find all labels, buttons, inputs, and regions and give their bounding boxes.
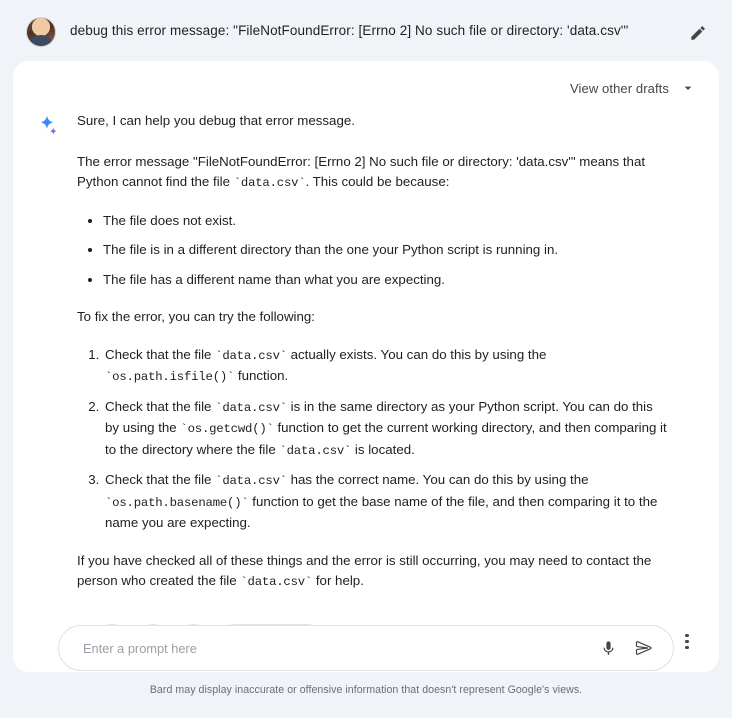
list-item: • The file has a different name than what you are expecting. [103,270,667,291]
cause-list [77,211,667,291]
step-text: function. [234,368,289,383]
list-item: • The file is in a different directory than the one your Python script is running in. [103,240,667,261]
explain-part-1-end: . This could be because: [305,174,450,189]
fix-step-list [77,345,667,534]
closing-part-2: for help. [312,573,364,588]
fix-lead: To fix the error, you can try the following: [77,309,315,324]
answer-text [77,111,667,610]
send-icon [635,639,653,657]
answer-card [13,61,719,672]
step-text: Check that the file [105,398,216,414]
chevron-down-icon[interactable] [679,79,697,97]
step-text: has the correct name. You can do this by using the [286,472,589,487]
list-item: • The file does not exist. [103,211,667,232]
step-text: Check that the file [105,346,216,362]
microphone-icon [600,640,617,657]
view-other-drafts-label: View other drafts [569,80,669,96]
step-text: actually exists. You can do this by using the [286,346,547,362]
answer-closing [77,551,667,593]
step-code: `data.csv` [279,443,352,458]
closing-part-1: If you have checked all of these things and the error is still occurring, you may need to contact the person who created the file [77,552,652,588]
view-other-drafts[interactable] [13,73,719,97]
answer-body [13,97,719,610]
answer-intro: Sure, I can help you debug that error message. [77,113,355,128]
step-code: `os.path.isfile()` [105,370,235,384]
prompt-row [0,0,732,61]
avatar [26,17,56,47]
step-text: is in the same directory as your Python script. You can do this by using the [105,398,653,435]
step-code: `data.csv` [215,474,287,488]
explain-part-1: The error message "FileNotFoundError: [Errno 2] No such file or directory: 'data.csv'" means that Python cannot find the file [77,153,646,189]
step-text: function to get the base name of the file, and then comparing it to the name you are expecting. [105,493,658,530]
step-text: is located. [351,441,415,457]
send-button[interactable] [631,635,657,661]
pencil-icon [689,24,707,42]
closing-code: `data.csv` [240,575,313,589]
step-code: `data.csv` [215,400,287,415]
list-item [103,397,667,462]
step-code: `os.path.basename()` [105,495,249,510]
explain-code-1: `data.csv` [233,176,306,190]
step-text: function to get the current working directory, and then comparing it to the directory where the file [105,420,667,457]
sparkle-icon [35,113,59,137]
step-code: `data.csv` [215,348,287,363]
step-code: `os.getcwd()` [180,422,274,436]
prompt-input[interactable] [81,640,585,657]
edit-prompt-button[interactable] [686,21,710,45]
list-item [103,470,667,534]
composer[interactable] [58,625,674,671]
disclaimer-text: Bard may display inaccurate or offensive information that doesn't represent Google's views. [149,684,583,696]
answer-explanation [77,152,667,194]
microphone-button[interactable] [595,635,621,661]
step-text: Check that the file [105,472,216,487]
list-item [103,345,667,388]
composer-area [0,625,732,696]
prompt-text: debug this error message: "FileNotFoundError: [Errno 2] No such file or directory: 'data.csv'" [70,23,629,38]
